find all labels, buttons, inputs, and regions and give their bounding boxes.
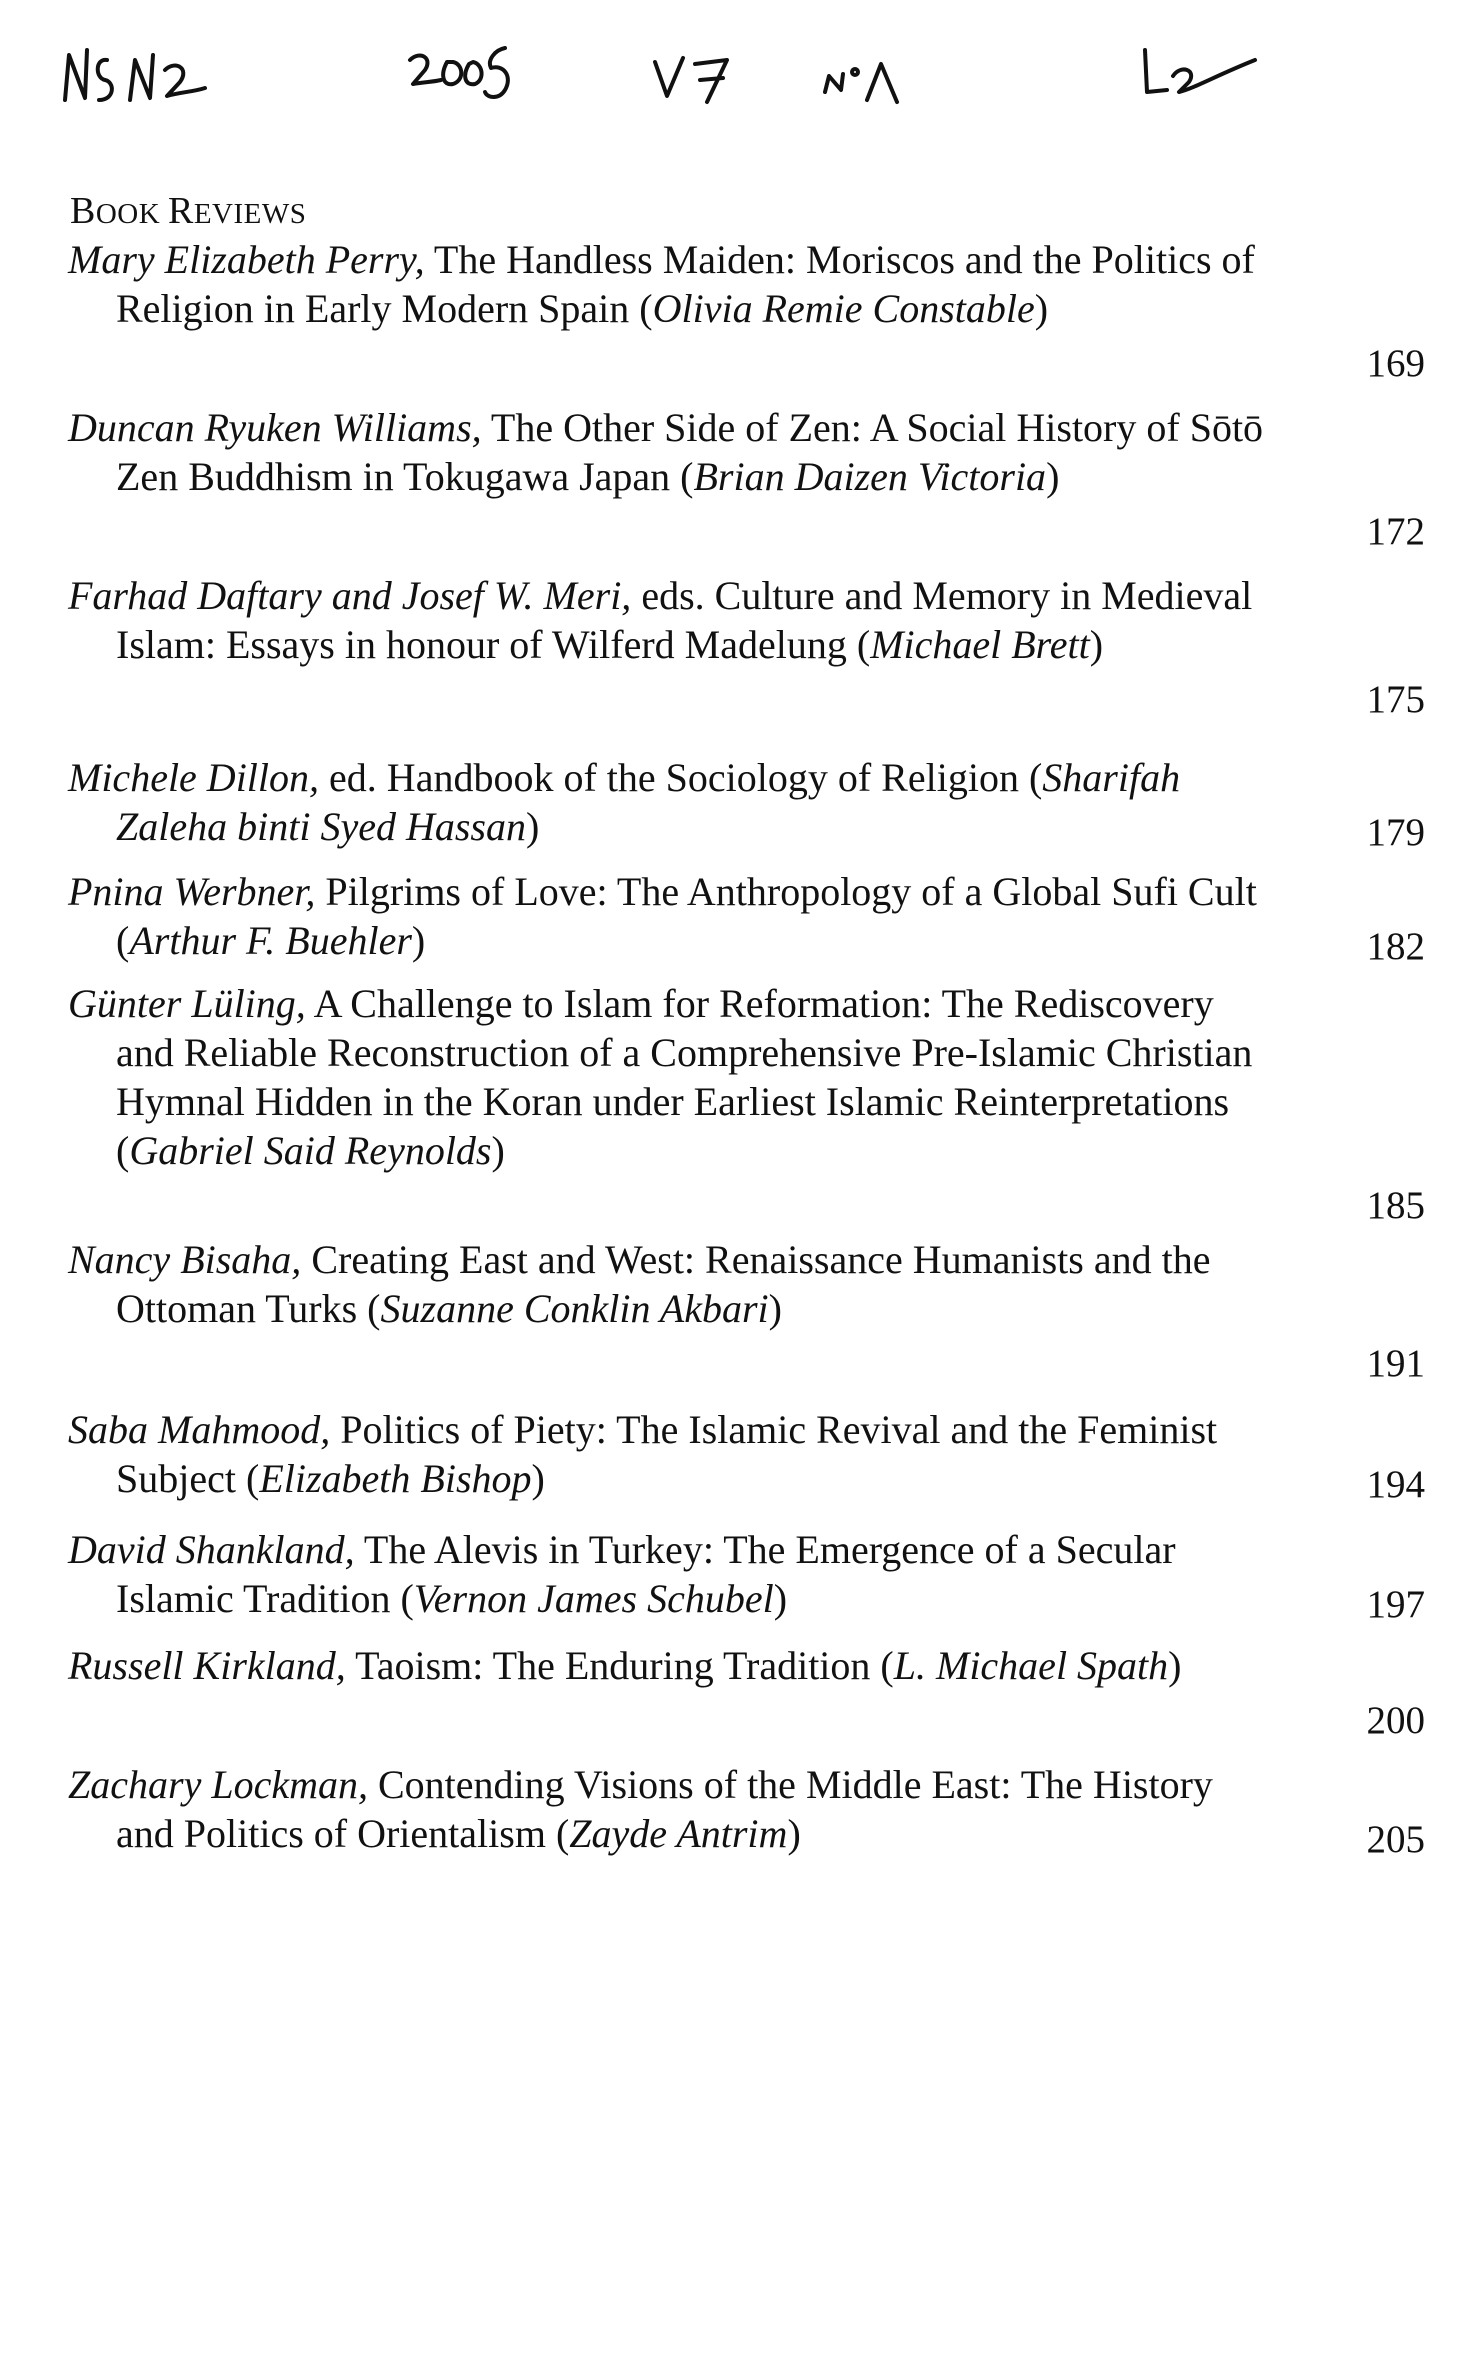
- review-author: Saba Mahmood,: [68, 1407, 331, 1452]
- page-number: 169: [1366, 342, 1425, 385]
- handwriting-stroke: [98, 60, 112, 100]
- handwriting-stroke: [410, 55, 441, 84]
- toc-entry-text: Farhad Daftary and Josef W. Meri, eds. Culture and Memory in Medieval Islam: Essays in honour of Wilferd Madelung (Michael Brett): [68, 573, 1253, 667]
- handwriting-stroke: [65, 50, 87, 100]
- toc-entry-text: Zachary Lockman, Contending Visions of the Middle East: The History and Politics of Orientalism (Zayde Antrim): [68, 1762, 1213, 1856]
- handwriting-stroke: [867, 64, 897, 102]
- page-number: 182: [1366, 925, 1425, 968]
- reviewer-name: Gabriel Said Reynolds: [129, 1128, 492, 1173]
- review-author: David Shankland,: [68, 1527, 355, 1572]
- reviewer-name: Arthur F. Buehler: [129, 918, 412, 963]
- handwriting-stroke: [485, 48, 508, 97]
- book-title: Creating East and West: Renaissance Humanists and the Ottoman Turks: [116, 1237, 1211, 1331]
- heading-rest-2: EVIEWS: [193, 198, 307, 230]
- reviewer-name: Brian Daizen Victoria: [693, 454, 1047, 499]
- toc-entry-text: Pnina Werbner, Pilgrims of Love: The Anthropology of a Global Sufi Cult (Arthur F. Buehler): [68, 869, 1257, 963]
- review-author: Duncan Ryuken Williams,: [68, 405, 482, 450]
- book-title: Contending Visions of the Middle East: The History and Politics of Orientalism: [116, 1762, 1213, 1856]
- page-number: 175: [1366, 678, 1425, 721]
- page-number: 197: [1366, 1583, 1425, 1626]
- toc-entry-text: Russell Kirkland, Taoism: The Enduring Tradition (L. Michael Spath): [68, 1643, 1182, 1688]
- handwriting-drawing: [55, 20, 1275, 130]
- handwriting-stroke: [443, 62, 461, 84]
- review-author: Zachary Lockman,: [68, 1762, 368, 1807]
- page-number: 205: [1366, 1818, 1425, 1861]
- reviewer-name: Olivia Remie Constable: [652, 286, 1035, 331]
- book-title: A Challenge to Islam for Reformation: The Rediscovery and Reliable Reconstruction of a Comprehensive Pre-Islamic Christian Hymnal Hidden in the Koran under Earliest Islamic Reinterpretations: [116, 981, 1253, 1124]
- book-title: Taoism: The Enduring Tradition: [355, 1643, 871, 1688]
- book-title: Politics of Piety: The Islamic Revival and the Feminist Subject: [116, 1407, 1218, 1501]
- page-number: 172: [1366, 510, 1425, 553]
- handwriting-stroke: [130, 55, 153, 100]
- reviewer-name: Elizabeth Bishop: [259, 1456, 532, 1501]
- book-title: eds. Culture and Memory in Medieval Islam: Essays in honour of Wilferd Madelung: [116, 573, 1253, 667]
- toc-entry-text: Mary Elizabeth Perry, The Handless Maiden: Moriscos and the Politics of Religion in Early Modern Spain (Olivia Remie Constable): [68, 237, 1255, 331]
- reviewer-name: Suzanne Conklin Akbari: [380, 1286, 769, 1331]
- review-author: Russell Kirkland,: [68, 1643, 346, 1688]
- book-title: The Handless Maiden: Moriscos and the Politics of Religion in Early Modern Spain: [116, 237, 1255, 331]
- page-number: 194: [1366, 1463, 1425, 1506]
- review-author: Farhad Daftary and Josef W. Meri,: [68, 573, 632, 618]
- handwriting-stroke: [700, 78, 723, 80]
- reviewer-name: L. Michael Spath: [893, 1643, 1169, 1688]
- page-number: 185: [1366, 1184, 1425, 1227]
- handwriting-stroke: [1145, 50, 1167, 92]
- handwriting-stroke: [1173, 60, 1255, 92]
- reviewer-name: Michael Brett: [870, 622, 1090, 667]
- review-author: Günter Lüling,: [68, 981, 306, 1026]
- toc-entry-text: Günter Lüling, A Challenge to Islam for Reformation: The Rediscovery and Reliable Reconstruction of a Comprehensive Pre-Islamic Christian Hymnal Hidden in the Koran under Earliest Islamic Reinterpretations (Gabriel Said Reynolds): [68, 981, 1253, 1173]
- reviewer-name: Zayde Antrim: [569, 1811, 788, 1856]
- toc-entry-text: Duncan Ryuken Williams, The Other Side of Zen: A Social History of Sōtō Zen Buddhism in Tokugawa Japan (Brian Daizen Victoria): [68, 405, 1264, 499]
- review-author: Pnina Werbner,: [68, 869, 316, 914]
- handwriting-stroke: [825, 74, 843, 92]
- toc-entry-text: David Shankland, The Alevis in Turkey: The Emergence of a Secular Islamic Tradition (Vernon James Schubel): [68, 1527, 1176, 1621]
- heading-initial: B: [70, 190, 96, 232]
- page-number: 179: [1366, 811, 1425, 854]
- toc-entry-text: Saba Mahmood, Politics of Piety: The Islamic Revival and the Feminist Subject (Elizabeth Bishop): [68, 1407, 1218, 1501]
- review-author: Mary Elizabeth Perry,: [68, 237, 425, 282]
- reviewer-name: Sharifah Zaleha binti Syed Hassan: [116, 755, 1181, 849]
- heading-rest: OOK: [95, 198, 168, 230]
- page-number: 191: [1366, 1342, 1425, 1385]
- section-heading: [70, 192, 306, 230]
- page-number: 200: [1366, 1699, 1425, 1742]
- handwritten-annotation: [55, 20, 1275, 130]
- book-title: ed. Handbook of the Sociology of Religion: [329, 755, 1019, 800]
- book-title: The Other Side of Zen: A Social History of Sōtō Zen Buddhism in Tokugawa Japan: [116, 405, 1264, 499]
- book-title: The Alevis in Turkey: The Emergence of a Secular Islamic Tradition: [116, 1527, 1176, 1621]
- toc-entry-text: Nancy Bisaha, Creating East and West: Renaissance Humanists and the Ottoman Turks (Suzanne Conklin Akbari): [68, 1237, 1211, 1331]
- book-title: Pilgrims of Love: The Anthropology of a Global Sufi Cult: [325, 869, 1257, 914]
- toc-entry-text: Michele Dillon, ed. Handbook of the Sociology of Religion (Sharifah Zaleha binti Syed Hassan): [68, 755, 1181, 849]
- handwriting-stroke: [852, 69, 858, 75]
- reviewer-name: Vernon James Schubel: [413, 1576, 774, 1621]
- handwriting-stroke: [465, 62, 481, 84]
- heading-initial-2: R: [167, 190, 194, 232]
- handwriting-stroke: [655, 58, 683, 96]
- review-author: Michele Dillon,: [68, 755, 320, 800]
- handwriting-stroke: [165, 66, 205, 96]
- review-author: Nancy Bisaha,: [68, 1237, 302, 1282]
